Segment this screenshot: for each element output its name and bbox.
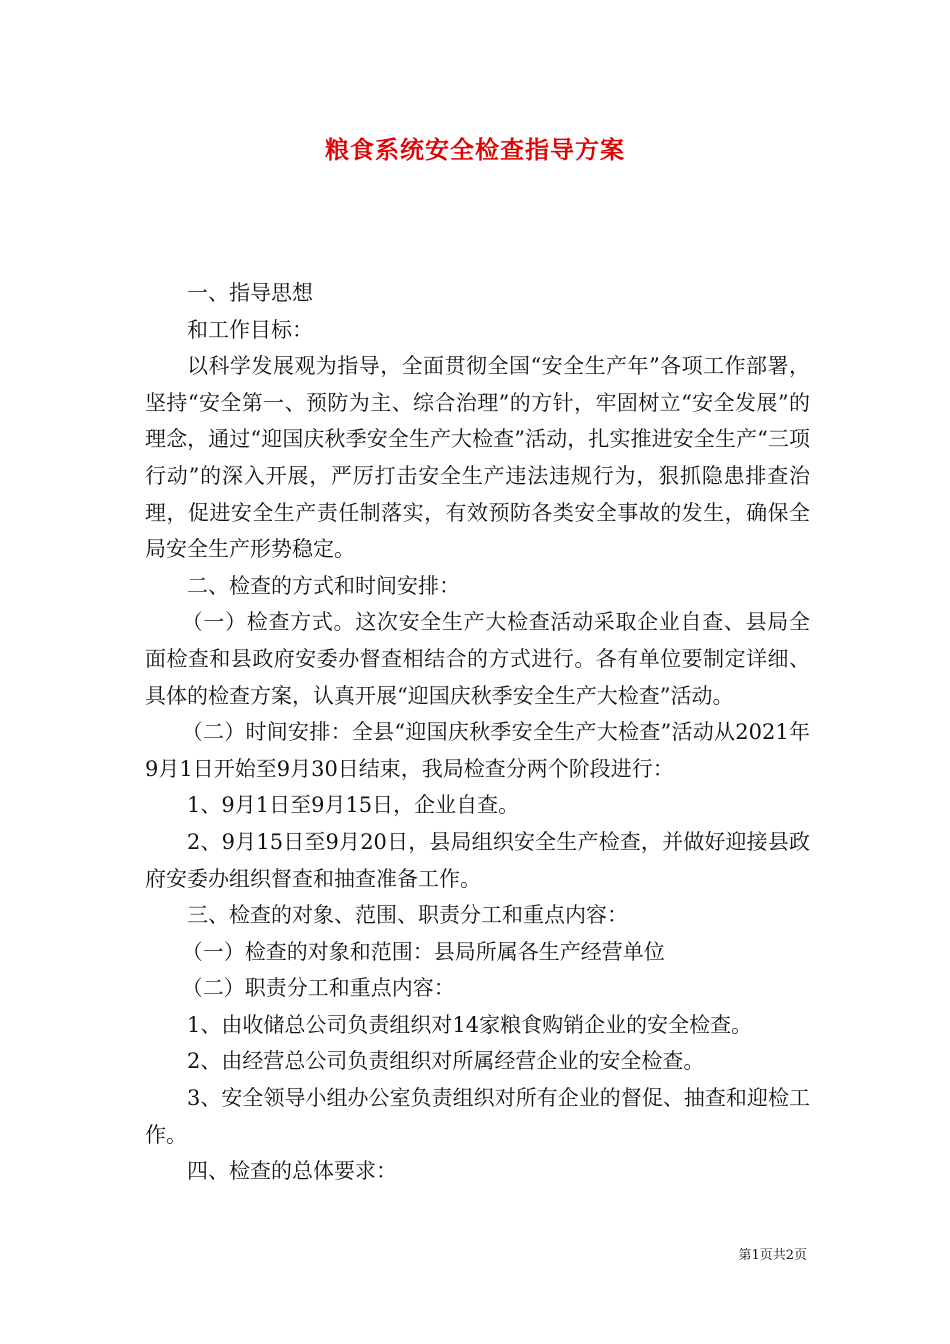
- list-item: 2、由经营总公司负责组织对所属经营企业的安全检查。: [187, 1049, 705, 1074]
- list-item: 1、由收储总公司负责组织对14家粮食购销企业的安全检查。: [187, 1012, 753, 1037]
- paragraph: 和工作目标：: [187, 317, 313, 342]
- list-item: 2、9月15日至9月20日，县局组织安全生产检查，并做好迎接县政府安委办组织督查和抽查准备工作。: [145, 829, 810, 891]
- list-item: 1、9月1日至9月15日，企业自查。: [187, 793, 520, 818]
- document-title: 粮食系统安全检查指导方案: [325, 135, 625, 164]
- section-heading: 三、检查的对象、范围、职责分工和重点内容：: [187, 903, 628, 928]
- section-heading: 二、检查的方式和时间安排：: [187, 573, 460, 598]
- page-number: 第1页共2页: [738, 1248, 807, 1263]
- section-heading: 一、指导思想: [187, 281, 313, 305]
- document-body: [145, 275, 810, 1190]
- paragraph: 以科学发展观为指导，全面贯彻全国“安全生产年”各项工作部署，坚持“安全第一、预防为主、综合治理”的方针，牢固树立“安全发展”的理念，通过“迎国庆秋季安全生产大检查”活动，扎实推进安全生产“三项行动”的深入开展，严厉打击安全生产违法违规行为，狠抓隐患排查治理，促进安全生产责任制落实，有效预防各类安全事故的发生，确保全局安全生产形势稳定。: [145, 354, 810, 562]
- list-item: 3、安全领导小组办公室负责组织对所有企业的督促、抽查和迎检工作。: [145, 1086, 810, 1147]
- section-heading: 四、检查的总体要求：: [187, 1159, 397, 1184]
- paragraph: （一）检查方式。这次安全生产大检查活动采取企业自查、县局全面检查和县政府安委办督查相结合的方式进行。各有单位要制定详细、具体的检查方案，认真开展“迎国庆秋季安全生产大检查”活动。: [145, 610, 810, 708]
- paragraph: （一）检查的对象和范围：县局所属各生产经营单位: [181, 939, 665, 964]
- paragraph: （二）职责分工和重点内容：: [181, 976, 455, 1001]
- paragraph: （二）时间安排：全县“迎国庆秋季安全生产大检查”活动从2021年9月1日开始至9月30日结束，我局检查分两个阶段进行：: [145, 720, 810, 781]
